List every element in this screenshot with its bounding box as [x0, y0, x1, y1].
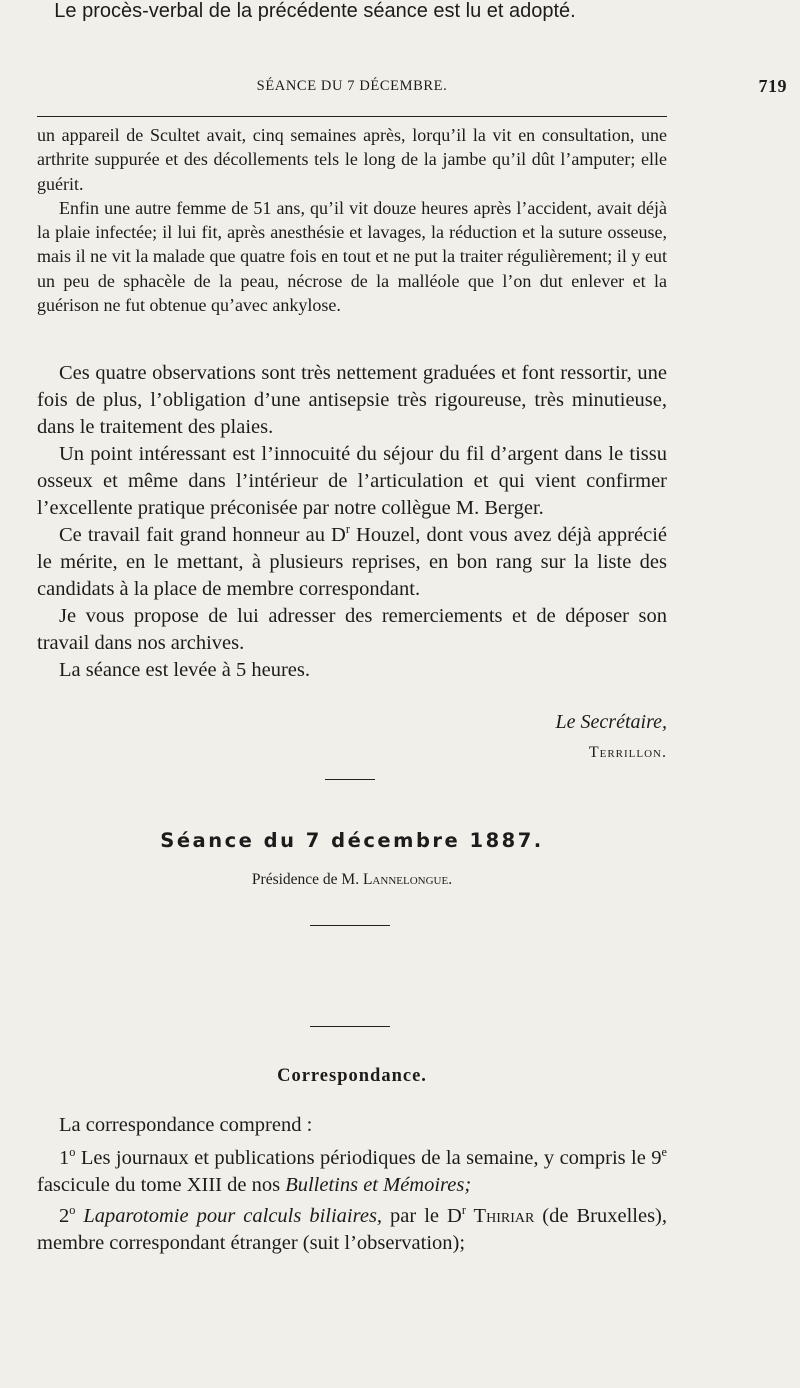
paragraph: La correspondance comprend :	[59, 1114, 313, 1136]
paragraph: Je vous propose de lui adresser des remerciements et de déposer son travail dans nos archives.	[37, 605, 667, 654]
presidence-prefix: Présidence de M.	[251, 871, 363, 888]
item-number: 1	[59, 1147, 70, 1169]
paragraph: un appareil de Scultet avait, cinq semaines après, lorqu’il la vit en consultation, une arthrite suppurée et des décollements tels le long de la jambe qu’il dût l’amputer; elle guérit.	[37, 125, 667, 194]
paragraph: Enfin une autre femme de 51 ans, qu’il vit douze heures après l’accident, avait déjà la plaie infectée; il lui fit, après anesthésie et lavages, la réduction et la suture osseuse, mais il ne vit la malade que quatre fois en tout et ne put la traiter régulièrement; il y eut un peu de sphacèle de la peau, nécrose de la malléole que l’on dut enlever et la guérison ne fut obtenue qu’avec ankylose.	[37, 197, 667, 316]
separator-rule	[325, 779, 375, 780]
paragraph: La séance est levée à 5 heures.	[59, 659, 310, 681]
session-heading: Séance du 7 décembre 1887.	[160, 829, 544, 852]
page-header	[37, 76, 787, 100]
page-number: 719	[758, 76, 787, 96]
superscript: e	[661, 1145, 667, 1160]
text-run: par le D	[382, 1205, 462, 1227]
superscript: r	[461, 1203, 466, 1218]
italic-title: Laparotomie pour calculs biliaires,	[83, 1205, 383, 1227]
separator-rule	[310, 1026, 390, 1027]
body-large-text	[37, 360, 667, 684]
president-name: Lannelongue.	[362, 871, 453, 888]
presidence-line	[37, 871, 667, 889]
header-rule	[37, 116, 667, 117]
author-name: Thiriar	[465, 1205, 535, 1227]
body-small-text	[37, 123, 667, 317]
text-run: Les journaux et publications périodiques de la semaine, y compris le 9	[75, 1147, 662, 1169]
text-run: fascicule du tome XIII de nos	[37, 1174, 286, 1196]
superscript: r	[345, 522, 350, 537]
italic-title: Bulletins et Mémoires;	[285, 1174, 472, 1196]
text-run: Ce travail fait grand honneur au D	[59, 524, 346, 546]
running-title: SÉANCE DU 7 DÉCEMBRE.	[256, 78, 448, 94]
separator-rule	[310, 925, 390, 926]
text-run: (de Bruxelles), membre correspondant étranger (suit l’observation);	[37, 1205, 667, 1254]
proces-verbal: Le procès-verbal de la précédente séance est lu et adopté.	[54, 0, 576, 22]
paragraph: Ces quatre observations sont très nettement graduées et font ressortir, une fois de plus, l’obligation d’une antisepsie très rigoureuse, très minutieuse, dans le traitement des plaies.	[37, 362, 667, 438]
superscript: o	[69, 1203, 76, 1218]
signature-title: Le Secrétaire,	[555, 711, 667, 733]
correspondance-text	[37, 1112, 667, 1257]
list-item	[37, 1203, 667, 1257]
superscript: o	[69, 1145, 76, 1160]
paragraph: Un point intéressant est l’innocuité du séjour du fil d’argent dans le tissu osseux et même dans l’intérieur de l’articulation et qui vient confirmer l’excellente pratique préconisée par notre collègue M. Berger.	[37, 443, 667, 519]
text-run: Houzel, dont vous avez déjà apprécié le mérite, en le mettant, à plusieurs reprises, en bon rang sur la liste des candidats à la place de membre correspondant.	[37, 524, 667, 600]
list-item	[37, 1145, 667, 1199]
item-number: 2	[59, 1205, 70, 1227]
paragraph	[37, 522, 667, 603]
correspondance-heading: Correspondance.	[277, 1066, 427, 1086]
signature-name: Terrillon.	[588, 744, 667, 761]
